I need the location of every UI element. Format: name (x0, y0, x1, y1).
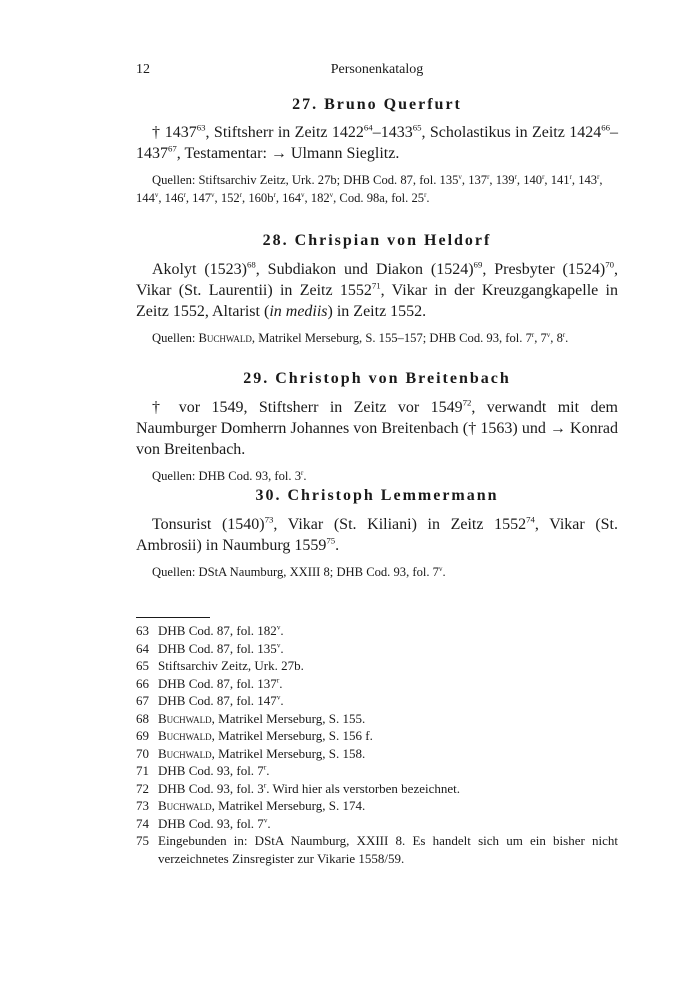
footnote-number: 68 (136, 710, 149, 726)
footnote (136, 710, 618, 728)
superscript: 68 (247, 259, 256, 270)
superscript: r (276, 676, 280, 685)
entry-29 (136, 370, 618, 485)
superscript: r (569, 173, 572, 181)
entry-title: 30. Christoph Lemmermann (255, 487, 499, 504)
superscript: 64 (363, 122, 373, 133)
entry-sources (136, 171, 618, 207)
text-run: , 8 (550, 331, 563, 345)
entry-body (136, 514, 618, 556)
footnote-text (158, 675, 618, 693)
footnotes (136, 622, 618, 867)
superscript: v (276, 623, 281, 632)
text-run: . (280, 623, 284, 638)
text-run: –1433 (372, 124, 413, 141)
superscript: 70 (605, 259, 614, 270)
superscript: r (487, 173, 490, 181)
text-run: † vor 1549, Stiftsherr in Zeitz vor 1549 (152, 399, 463, 416)
text-run: Quellen: DStA Naumburg, XXIII 8; DHB Cod. 93, fol. 7 (152, 565, 439, 579)
entry-sources (136, 329, 618, 347)
entry-sources (136, 467, 618, 485)
text-run: . Wird hier als verstorben bezeichnet. (266, 780, 461, 796)
footnote-text (158, 745, 618, 763)
text-run: . (442, 565, 446, 579)
superscript: r (542, 173, 545, 181)
text-run: , Matrikel Merseburg, S. 174. (211, 798, 366, 813)
footnote-text (158, 832, 618, 867)
text-run: –1437 (136, 124, 618, 162)
footnote (136, 745, 618, 763)
text-run: , Subdiakon und Diakon (1524) (255, 261, 474, 278)
superscript: r (263, 763, 267, 772)
footnote-text (158, 657, 618, 675)
superscript: r (531, 331, 535, 339)
superscript: r (263, 781, 267, 790)
footnote (136, 657, 618, 675)
footnote-number: 72 (136, 780, 149, 796)
text-run: , 164 (275, 191, 301, 205)
footnote-text (158, 622, 618, 640)
footnote-number: 73 (136, 798, 149, 813)
text-run: Tonsurist (1540) (152, 516, 265, 533)
text-run: , Vikar in der Kreuzgangkapelle in Zeitz 1552, Altarist ( (136, 282, 618, 320)
footnote (136, 762, 618, 780)
entry-title: 28. Chrispian von Heldorf (262, 232, 492, 249)
page-number: 12 (136, 62, 150, 77)
footnote-text (158, 640, 618, 658)
superscript: r (273, 191, 276, 199)
text-run: , Vikar (St. Laurentii) in Zeitz 1552 (136, 261, 618, 299)
text-run: DHB Cod. 93, fol. 7 (158, 815, 264, 831)
entry-title: 29. Christoph von Breitenbach (243, 370, 511, 387)
superscript: 71 (371, 280, 381, 291)
text-run: Quellen: DHB Cod. 93, fol. 3 (152, 469, 302, 483)
footnote-number: 63 (136, 623, 149, 638)
superscript: r (424, 191, 427, 199)
text-run: , 144 (136, 173, 603, 205)
superscript: r (183, 191, 186, 199)
entry-body (136, 122, 618, 164)
footnote-number: 71 (136, 763, 149, 778)
entry-body (136, 397, 618, 460)
text-run: DHB Cod. 87, fol. 182 (158, 623, 277, 638)
text-run: DHB Cod. 93, fol. 3 (158, 780, 264, 796)
footnote (136, 780, 618, 798)
superscript: 74 (526, 514, 535, 525)
text-run: DHB Cod. 87, fol. 147 (158, 693, 277, 708)
entry-body (136, 259, 618, 322)
superscript: r (301, 469, 304, 477)
text-run: , Cod. 98a, fol. 25 (333, 191, 425, 205)
footnote-number: 70 (136, 745, 149, 761)
superscript: 72 (462, 397, 472, 408)
superscript: v (263, 816, 268, 825)
superscript: r (562, 331, 566, 339)
text-run: , 137 (461, 173, 488, 187)
text-run: , 140 (516, 173, 543, 187)
author-name: Buchwald (198, 331, 252, 345)
superscript: v (154, 191, 159, 199)
footnote-text (158, 780, 618, 798)
entry-title: 27. Bruno Querfurt (292, 96, 462, 113)
text-run: . (303, 469, 307, 483)
superscript: 69 (473, 259, 483, 270)
text-run: ) in Zeitz 1552. (327, 303, 427, 320)
superscript: v (276, 693, 281, 702)
footnote-number: 75 (136, 833, 149, 848)
text-run: , 141 (544, 173, 570, 187)
footnote-number: 67 (136, 693, 149, 708)
superscript: r (239, 191, 243, 199)
text-run: , 146 (158, 191, 184, 205)
text-run: , 143 (571, 173, 598, 187)
author-name: Buchwald (158, 710, 212, 726)
footnote (136, 622, 618, 640)
superscript: 73 (264, 514, 274, 525)
superscript: v (301, 191, 305, 199)
text-run: . (266, 763, 270, 778)
superscript: v (211, 191, 215, 199)
text-run: . (335, 537, 340, 554)
superscript: v (276, 641, 281, 650)
superscript: r (514, 173, 517, 181)
footnote (136, 675, 618, 693)
text-run: . (280, 693, 284, 708)
superscript: v (546, 331, 551, 339)
text-run: , Matrikel Merseburg, S. 156 f. (211, 728, 373, 743)
running-head (136, 62, 618, 80)
footnote-text (158, 762, 618, 780)
superscript: v (329, 191, 334, 199)
footnote (136, 815, 618, 833)
footnote-text (158, 692, 618, 710)
superscript: v (458, 173, 462, 181)
superscript: r (597, 173, 600, 181)
footnote-number: 65 (136, 658, 149, 673)
author-name: Buchwald (158, 745, 212, 761)
text-run: DHB Cod. 87, fol. 135 (158, 640, 277, 656)
footnote-number: 69 (136, 728, 149, 743)
superscript: 66 (601, 122, 610, 133)
text-run: , Matrikel Merseburg, S. 155. (211, 710, 366, 726)
text-run: . (426, 191, 430, 205)
text-run: DHB Cod. 87, fol. 137 (158, 675, 277, 691)
text-run: , verwandt mit dem Naumburger Domherrn Johannes von Breitenbach († 1563) und → Konrad von Breitenbach. (136, 399, 618, 458)
text-run: Quellen: Stiftsarchiv Zeitz, Urk. 27b; DHB Cod. 87, fol. 135 (152, 173, 459, 187)
text-run: , Vikar (St. Kiliani) in Zeitz 1552 (273, 516, 527, 533)
footnote (136, 797, 618, 815)
text-run: , 152 (214, 191, 240, 205)
footnote-divider (136, 617, 210, 618)
text-run: , Presbyter (1524) (482, 261, 606, 278)
footnote (136, 727, 618, 745)
footnote-text (158, 727, 618, 745)
footnote-number: 66 (136, 675, 149, 691)
footnote (136, 692, 618, 710)
superscript: 65 (412, 122, 422, 133)
running-title: Personenkatalog (330, 62, 424, 77)
text-run: . (565, 331, 569, 345)
footnote-number: 74 (136, 815, 149, 831)
footnote-number: 64 (136, 640, 149, 656)
text-run: , 7 (534, 331, 547, 345)
text-run: Eingebunden in: DStA Naumburg, XXIII 8. Es handelt sich um ein bisher nicht verzeichnetes Zinsregister zur Vikarie 1558/59. (158, 833, 618, 866)
text-run: Stiftsarchiv Zeitz, Urk. 27b. (158, 658, 304, 673)
text-run: † 1437 (152, 124, 197, 141)
footnote-text (158, 815, 618, 833)
superscript: 67 (168, 143, 177, 154)
text-run: . (280, 640, 284, 656)
entry-28 (136, 232, 618, 347)
text-run: DHB Cod. 93, fol. 7 (158, 763, 264, 778)
text-run: , Matrikel Merseburg, S. 158. (211, 745, 366, 761)
entry-30 (136, 487, 618, 581)
text-run: Quellen: (152, 331, 199, 345)
footnote-text (158, 710, 618, 728)
footnote-text (158, 797, 618, 815)
text-run: , 182 (304, 191, 330, 205)
text-run: Akolyt (1523) (152, 261, 247, 278)
text-run: , 147 (185, 191, 212, 205)
footnote (136, 832, 618, 867)
text-run: , Vikar (St. Ambrosii) in Naumburg 1559 (136, 516, 618, 554)
superscript: 75 (326, 535, 336, 546)
text-run: , 160b (242, 191, 274, 205)
text-run: , 139 (489, 173, 515, 187)
footnote (136, 640, 618, 658)
text-run: , Scholastikus in Zeitz 1424 (421, 124, 602, 141)
entry-27 (136, 96, 618, 207)
author-name: Buchwald (158, 798, 212, 813)
text-run: . (279, 675, 283, 691)
text-run: , Testamentar: → Ulmann Sieglitz. (176, 145, 400, 162)
text-run: . (267, 815, 271, 831)
superscript: v (438, 565, 443, 573)
text-run: , Stiftsherr in Zeitz 1422 (205, 124, 364, 141)
text-run: , Matrikel Merseburg, S. 155–157; DHB Cod. 93, fol. 7 (251, 331, 532, 345)
italic-text: in mediis (269, 303, 328, 320)
entry-sources (136, 563, 618, 581)
superscript: 63 (196, 122, 206, 133)
author-name: Buchwald (158, 728, 212, 743)
